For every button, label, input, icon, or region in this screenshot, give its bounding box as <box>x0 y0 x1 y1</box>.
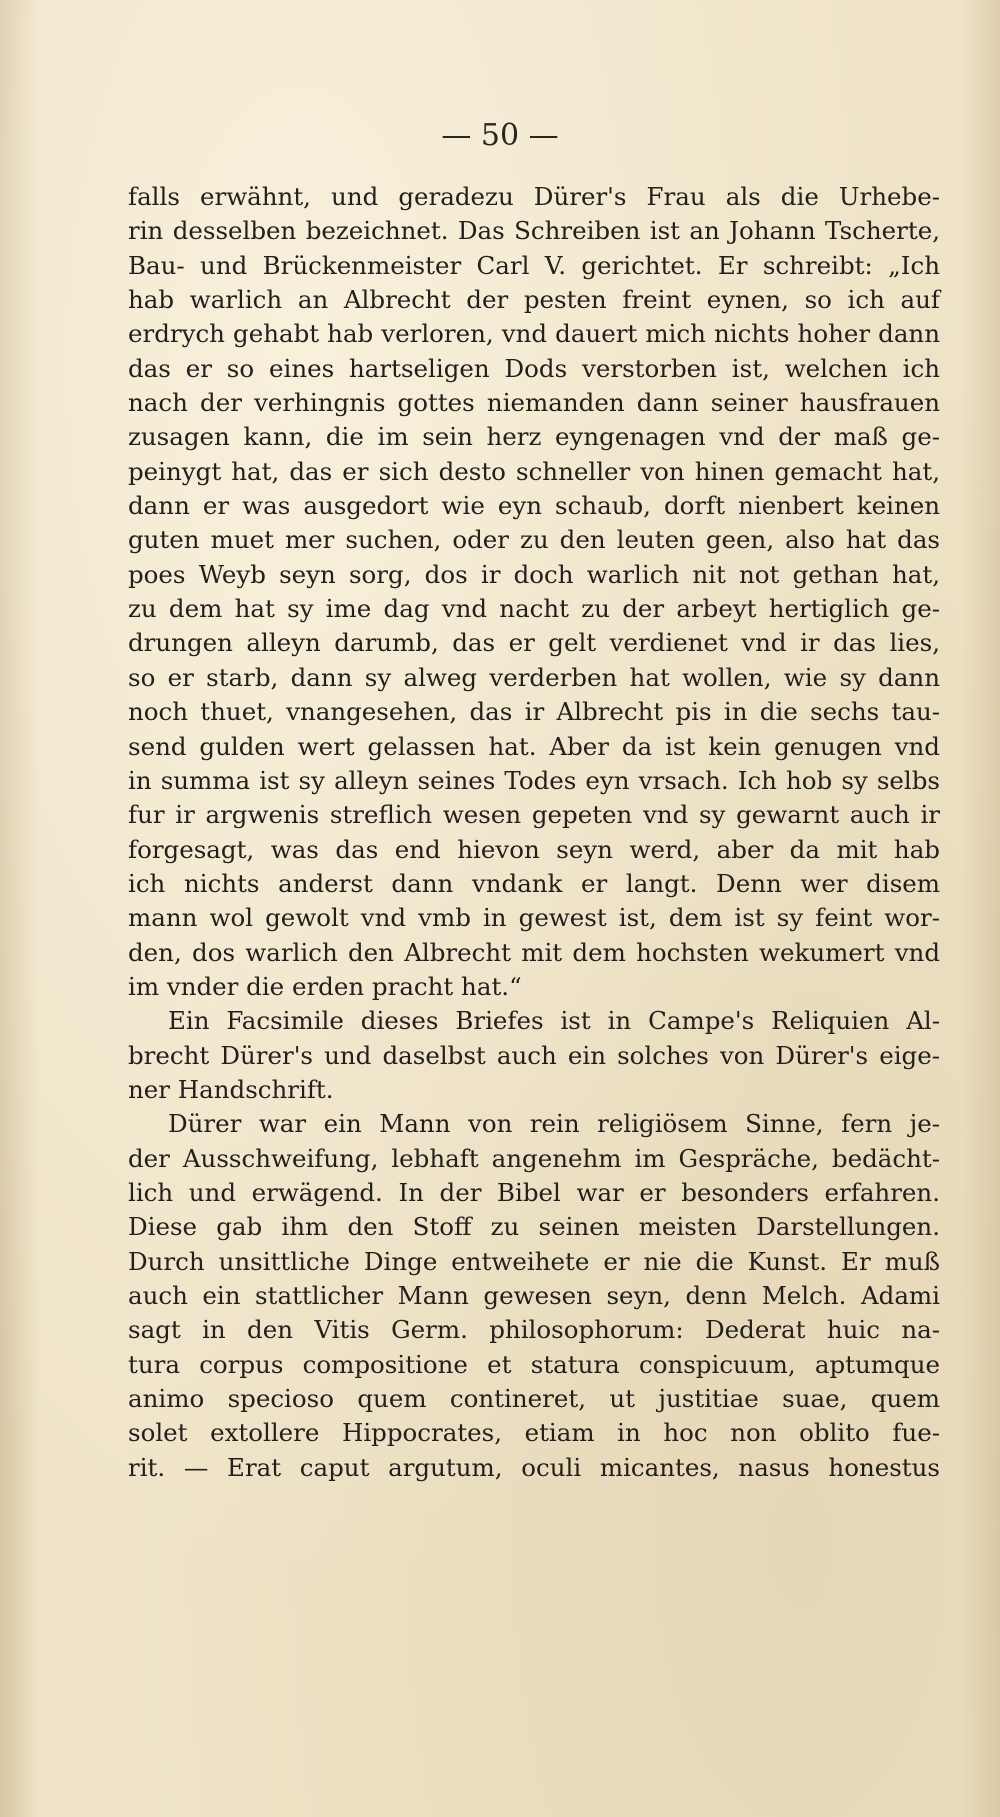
text-line: dann er was ausgedort wie eyn schaub, dorft nienbert keinen <box>128 491 940 521</box>
text-line: fur ir argwenis streflich wesen gepeten vnd sy gewarnt auch ir <box>128 800 940 830</box>
body-text <box>128 180 940 1485</box>
text-line: zu dem hat sy ime dag vnd nacht zu der arbeyt hertiglich ge- <box>128 594 940 624</box>
text-line: im vnder die erden pracht hat.“ <box>128 971 522 1001</box>
text-line: so er starb, dann sy alweg verderben hat wollen, wie sy dann <box>128 662 940 692</box>
text-line: rit. — Erat caput argutum, oculi micantes, nasus honestus <box>128 1452 940 1482</box>
page-number: — 50 — <box>441 118 559 153</box>
text-line: animo specioso quem contineret, ut justitiae suae, quem <box>128 1384 940 1414</box>
text-line: Dürer war ein Mann von rein religiösem Sinne, fern je- <box>168 1109 940 1139</box>
text-line: poes Weyb seyn sorg, dos ir doch warlich nit not gethan hat, <box>128 559 940 589</box>
text-line: Diese gab ihm den Stoff zu seinen meisten Darstellungen. <box>128 1212 940 1242</box>
text-line: Durch unsittliche Dinge entweihete er nie die Kunst. Er muß <box>128 1246 940 1276</box>
text-line: forgesagt, was das end hievon seyn werd, aber da mit hab <box>128 834 940 864</box>
text-line: send gulden wert gelassen hat. Aber da ist kein genugen vnd <box>128 731 940 761</box>
text-line: solet extollere Hippocrates, etiam in hoc non oblito fue- <box>128 1418 940 1448</box>
text-line: der Ausschweifung, lebhaft angenehm im Gespräche, bedächt- <box>128 1143 940 1173</box>
text-line: Ein Facsimile dieses Briefes ist in Campe's Reliquien Al- <box>168 1006 940 1036</box>
text-line: den, dos warlich den Albrecht mit dem hochsten wekumert vnd <box>128 937 940 967</box>
text-line: auch ein stattlicher Mann gewesen seyn, denn Melch. Adami <box>128 1281 940 1310</box>
text-line: falls erwähnt, und geradezu Dürer's Frau als die Urhebe- <box>128 182 940 211</box>
text-line: nach der verhingnis gottes niemanden dann seiner hausfrauen <box>128 388 940 418</box>
text-line: erdrych gehabt hab verloren, vnd dauert mich nichts hoher dann <box>128 319 940 349</box>
text-line: ich nichts anderst dann vndank er langt. Denn wer disem <box>128 868 940 898</box>
text-line: zusagen kann, die im sein herz eyngenagen vnd der maß ge- <box>128 422 940 452</box>
text-line: brecht Dürer's und daselbst auch ein solches von Dürer's eige- <box>128 1040 940 1070</box>
text-line: hab warlich an Albrecht der pesten freint eynen, so ich auf <box>128 285 940 315</box>
text-line: lich und erwägend. In der Bibel war er besonders erfahren. <box>128 1177 940 1207</box>
text-line: das er so eines hartseligen Dods verstorben ist, welchen ich <box>128 353 940 383</box>
text-line: in summa ist sy alleyn seines Todes eyn vrsach. Ich hob sy selbs <box>128 765 940 795</box>
text-line: noch thuet, vnangesehen, das ir Albrecht pis in die sechs tau- <box>128 697 940 727</box>
text-line: Bau- und Brückenmeister Carl V. gerichtet. Er schreibt: „Ich <box>128 250 940 280</box>
text-line: rin desselben bezeichnet. Das Schreiben ist an Johann Tscherte, <box>128 216 940 246</box>
text-line: tura corpus compositione et statura conspicuum, aptumque <box>128 1349 940 1379</box>
text-line: sagt in den Vitis Germ. philosophorum: Dederat huic na- <box>128 1315 940 1345</box>
text-line: guten muet mer suchen, oder zu den leuten geen, also hat das <box>128 525 940 555</box>
text-line: mann wol gewolt vnd vmb in gewest ist, dem ist sy feint wor- <box>128 903 940 933</box>
text-line: ner Handschrift. <box>128 1074 334 1104</box>
text-line: peinygt hat, das er sich desto schneller von hinen gemacht hat, <box>128 456 940 486</box>
text-line: drungen alleyn darumb, das er gelt verdienet vnd ir das lies, <box>128 628 940 658</box>
